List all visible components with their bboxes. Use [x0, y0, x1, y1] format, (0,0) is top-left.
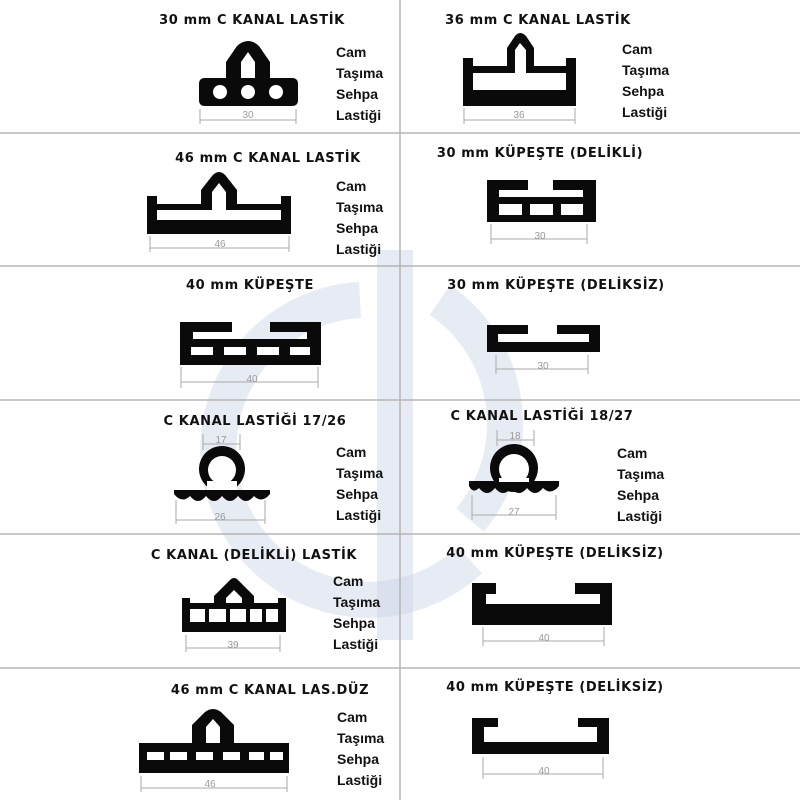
descriptor-line: Sehpa — [336, 86, 379, 102]
profile-shape — [472, 718, 609, 754]
cell-title: 46 mm C KANAL LASTİK — [175, 151, 361, 166]
cell-title: 36 mm C KANAL LASTİK — [445, 13, 631, 28]
descriptor-text — [336, 44, 383, 123]
dimension-mark — [483, 627, 604, 646]
descriptor-line: Taşıma — [622, 62, 670, 78]
cell-title: C KANAL (DELİKLİ) LASTİK — [150, 548, 358, 563]
profile-shape — [174, 446, 270, 501]
dimension-label-top: 18 — [509, 431, 521, 442]
descriptor-line: Taşıma — [336, 65, 384, 81]
dimension-label: 40 — [246, 374, 258, 385]
dimension-label: 39 — [227, 640, 239, 651]
cell-title: 40 mm KÜPEŞTE (DELİKSİZ) — [446, 680, 664, 695]
cell-40mm-kupeste-deliksiz-2 — [446, 679, 663, 779]
profile-shape — [487, 180, 596, 222]
dimension-label: 40 — [538, 766, 550, 777]
descriptor-line: Taşıma — [336, 199, 384, 215]
descriptor-line: Cam — [622, 41, 653, 57]
dimension-mark — [491, 224, 587, 244]
descriptor-line: Taşıma — [337, 730, 385, 746]
cell-title: 30 mm KÜPEŞTE (DELİKSİZ) — [447, 278, 665, 293]
descriptor-line: Sehpa — [617, 487, 660, 503]
descriptor-line: Sehpa — [337, 751, 380, 767]
descriptor-line: Lastiği — [617, 508, 663, 524]
descriptor-line: Taşıma — [617, 466, 665, 482]
descriptor-text — [336, 178, 383, 257]
descriptor-line: Sehpa — [333, 615, 376, 631]
dimension-mark — [150, 236, 289, 252]
descriptor-line: Taşıma — [333, 594, 381, 610]
cell-title: C KANAL LASTİĞİ 17/26 — [163, 414, 347, 429]
profile-shape — [199, 41, 298, 106]
cell-title: 30 mm KÜPEŞTE (DELİKLİ) — [436, 146, 644, 161]
descriptor-line: Cam — [333, 573, 364, 589]
profile-shape — [147, 172, 291, 234]
dimension-mark — [464, 108, 575, 124]
descriptor-line: Lastiği — [622, 104, 668, 120]
dimension-label: 30 — [242, 110, 254, 121]
profile-shape — [139, 709, 289, 773]
dimension-label: 27 — [508, 507, 520, 518]
descriptor-line: Cam — [337, 709, 368, 725]
cell-title: C KANAL LASTİĞİ 18/27 — [450, 409, 634, 424]
cell-46mm-c-kanal-lastik — [147, 150, 383, 257]
descriptor-line: Sehpa — [336, 486, 379, 502]
descriptor-line: Cam — [336, 178, 367, 194]
cell-title: 30 mm C KANAL LASTİK — [159, 13, 345, 28]
descriptor-line: Lastiği — [336, 107, 382, 123]
dimension-label: 46 — [214, 239, 226, 250]
dimension-label: 30 — [534, 231, 546, 242]
cell-title: 40 mm KÜPEŞTE (DELİKSİZ) — [446, 546, 664, 561]
descriptor-line: Lastiği — [333, 636, 379, 652]
cell-30mm-c-kanal-lastik — [159, 12, 383, 124]
cell-c-kanal-delikli-lastik — [151, 547, 381, 652]
descriptor-text — [617, 445, 664, 524]
descriptor-line: Lastiği — [337, 772, 383, 788]
descriptor-line: Lastiği — [336, 507, 382, 523]
profile-shape — [472, 583, 612, 625]
descriptor-line: Sehpa — [622, 83, 665, 99]
dimension-mark — [483, 757, 603, 779]
dimension-label-top: 17 — [215, 435, 227, 446]
dimension-mark — [186, 635, 280, 652]
dimension-label: 40 — [538, 633, 550, 644]
cell-title: 46 mm C KANAL LAS.DÜZ — [170, 683, 370, 698]
cell-30mm-kupeste-delikli — [437, 145, 643, 244]
descriptor-text — [337, 709, 384, 788]
dimension-label: 46 — [204, 779, 216, 790]
profile-shape — [463, 33, 576, 106]
descriptor-text — [336, 444, 383, 523]
descriptor-line: Sehpa — [336, 220, 379, 236]
cell-36mm-c-kanal-lastik — [445, 12, 669, 124]
dimension-mark — [141, 776, 287, 792]
cell-c-kanal-lastigi-17-26 — [164, 413, 384, 524]
descriptor-line: Lastiği — [336, 241, 382, 257]
dimension-mark — [200, 109, 296, 124]
descriptor-line: Cam — [617, 445, 648, 461]
profile-shape — [180, 322, 321, 365]
dimension-label: 36 — [513, 110, 525, 121]
dimension-label: 26 — [214, 512, 226, 523]
cell-title: 40 mm KÜPEŞTE — [186, 278, 314, 293]
descriptor-line: Cam — [336, 444, 367, 460]
cell-46mm-c-kanal-las-duz — [139, 682, 384, 792]
descriptor-text — [622, 41, 669, 120]
profile-shape — [487, 325, 600, 352]
descriptor-line: Cam — [336, 44, 367, 60]
dimension-label: 30 — [537, 361, 549, 372]
descriptor-line: Taşıma — [336, 465, 384, 481]
cell-40mm-kupeste-deliksiz — [446, 545, 663, 646]
